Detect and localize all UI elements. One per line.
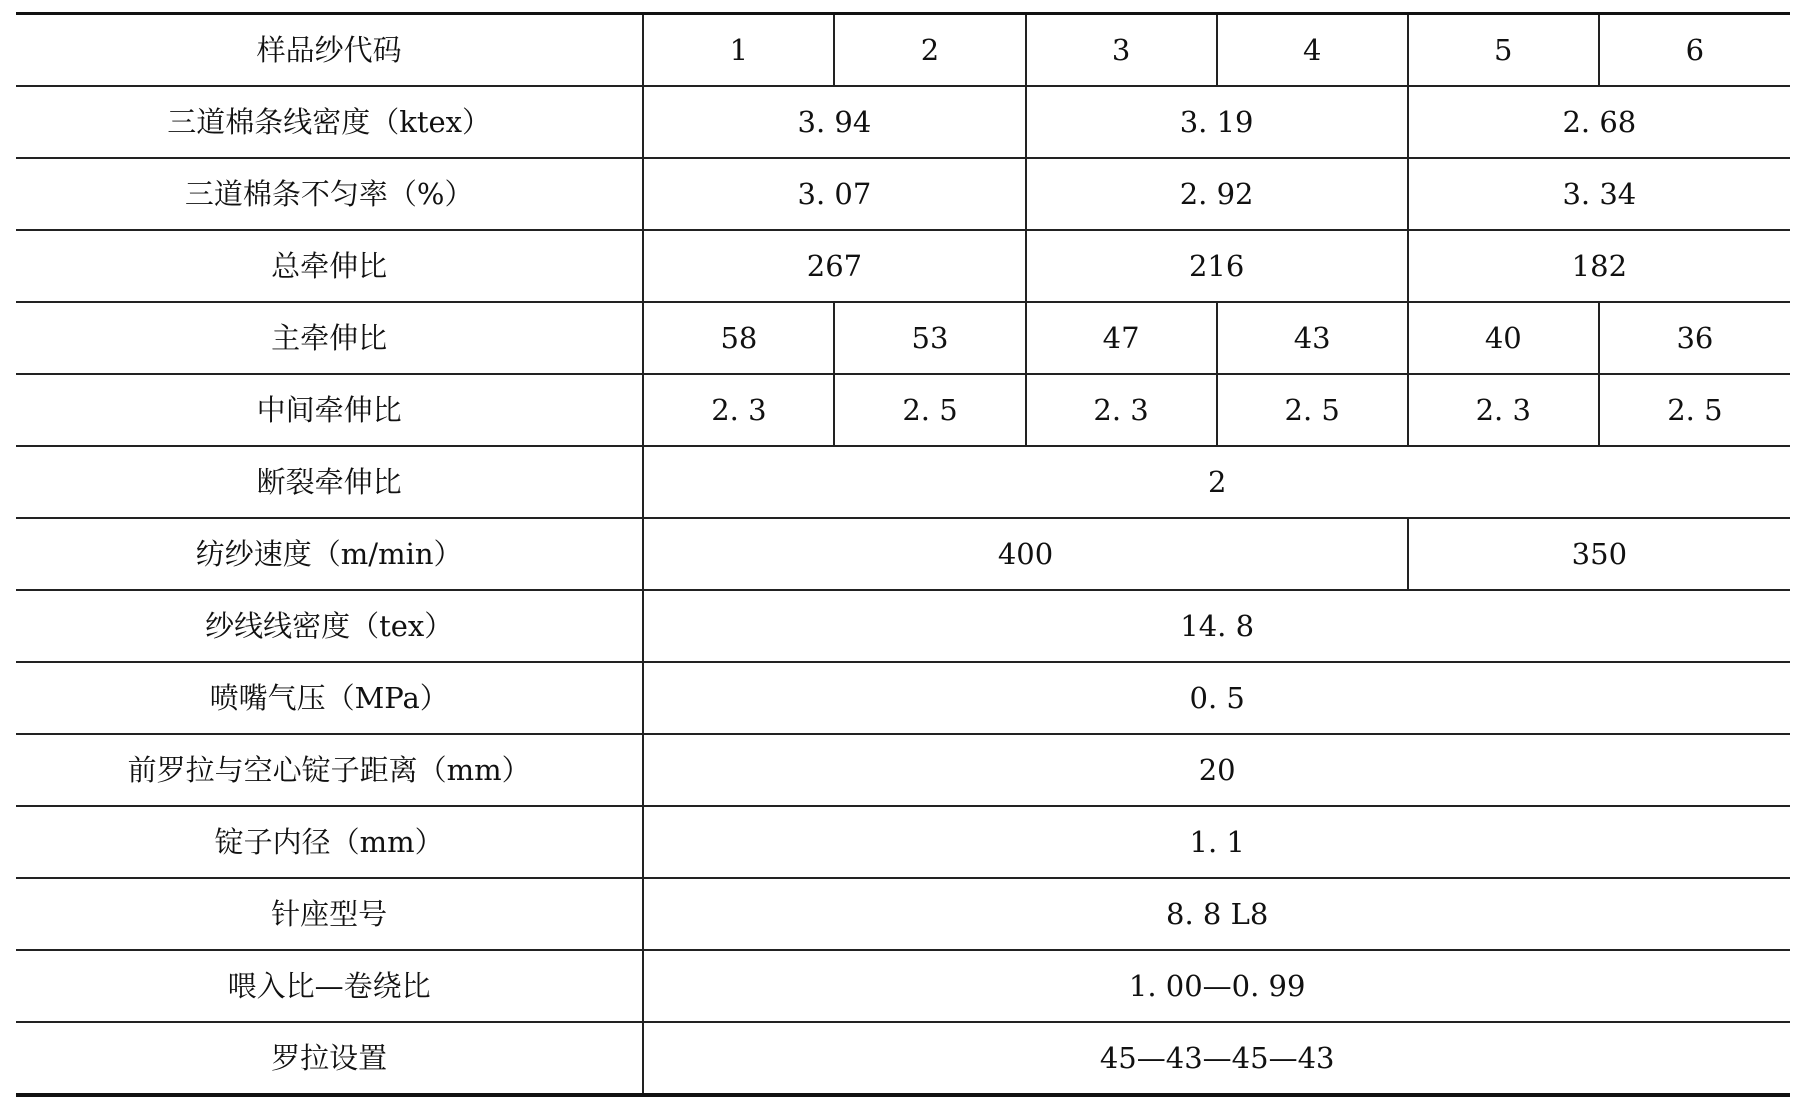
- table-cell: 1. 1: [643, 806, 1790, 878]
- table-cell: 2. 92: [1026, 158, 1408, 230]
- table-cell: 3. 94: [643, 86, 1025, 158]
- row-label: 纱线线密度（tex）: [16, 590, 643, 662]
- table-row: [16, 302, 1790, 374]
- table-cell: 58: [643, 302, 834, 374]
- table-row: [16, 806, 1790, 878]
- table-row: [16, 878, 1790, 950]
- table-cell: 2: [643, 446, 1790, 518]
- sample-code-6: 6: [1599, 14, 1790, 87]
- table-cell: 43: [1217, 302, 1408, 374]
- row-label: 罗拉设置: [16, 1022, 643, 1095]
- row-label: 前罗拉与空心锭子距离（mm）: [16, 734, 643, 806]
- table-cell: 8. 8 L8: [643, 878, 1790, 950]
- table-cell: 2. 3: [1408, 374, 1599, 446]
- row-label: 总牵伸比: [16, 230, 643, 302]
- table-cell: 2. 5: [1599, 374, 1790, 446]
- table-cell: 2. 3: [1026, 374, 1217, 446]
- sample-code-3: 3: [1026, 14, 1217, 87]
- row-label: 纺纱速度（m/min）: [16, 518, 643, 590]
- table-cell: 20: [643, 734, 1790, 806]
- spinning-parameters-table-container: [16, 12, 1790, 1097]
- table-cell: 1. 00—0. 99: [643, 950, 1790, 1022]
- table-row: [16, 950, 1790, 1022]
- table-cell: 400: [643, 518, 1407, 590]
- table-row: [16, 734, 1790, 806]
- table-cell: 2. 68: [1408, 86, 1790, 158]
- table-cell: 53: [834, 302, 1025, 374]
- table-row: [16, 230, 1790, 302]
- table-cell: 216: [1026, 230, 1408, 302]
- row-label: 喂入比—卷绕比: [16, 950, 643, 1022]
- table-cell: 36: [1599, 302, 1790, 374]
- sample-code-2: 2: [834, 14, 1025, 87]
- table-cell: 350: [1408, 518, 1790, 590]
- table-cell: 3. 34: [1408, 158, 1790, 230]
- table-cell: 0. 5: [643, 662, 1790, 734]
- row-label: 断裂牵伸比: [16, 446, 643, 518]
- table-cell: 45—43—45—43: [643, 1022, 1790, 1095]
- table-cell: 267: [643, 230, 1025, 302]
- table-cell: 2. 3: [643, 374, 834, 446]
- sample-code-4: 4: [1217, 14, 1408, 87]
- table-row: [16, 662, 1790, 734]
- table-row: [16, 1022, 1790, 1095]
- row-label: 三道棉条不匀率（%）: [16, 158, 643, 230]
- table-cell: 2. 5: [834, 374, 1025, 446]
- table-cell: 14. 8: [643, 590, 1790, 662]
- header-row: [16, 14, 1790, 87]
- table-cell: 3. 19: [1026, 86, 1408, 158]
- table-cell: 2. 5: [1217, 374, 1408, 446]
- row-label: 锭子内径（mm）: [16, 806, 643, 878]
- spinning-parameters-table: [16, 12, 1790, 1097]
- table-row: [16, 446, 1790, 518]
- row-label: 喷嘴气压（MPa）: [16, 662, 643, 734]
- table-cell: 182: [1408, 230, 1790, 302]
- table-cell: 47: [1026, 302, 1217, 374]
- row-label: 三道棉条线密度（ktex）: [16, 86, 643, 158]
- table-cell: 3. 07: [643, 158, 1025, 230]
- table-row: [16, 86, 1790, 158]
- row-label: 主牵伸比: [16, 302, 643, 374]
- row-label: 中间牵伸比: [16, 374, 643, 446]
- table-row: [16, 374, 1790, 446]
- table-row: [16, 158, 1790, 230]
- row-label: 针座型号: [16, 878, 643, 950]
- table-cell: 40: [1408, 302, 1599, 374]
- table-row: [16, 518, 1790, 590]
- header-label: 样品纱代码: [16, 14, 643, 87]
- sample-code-5: 5: [1408, 14, 1599, 87]
- table-row: [16, 590, 1790, 662]
- sample-code-1: 1: [643, 14, 834, 87]
